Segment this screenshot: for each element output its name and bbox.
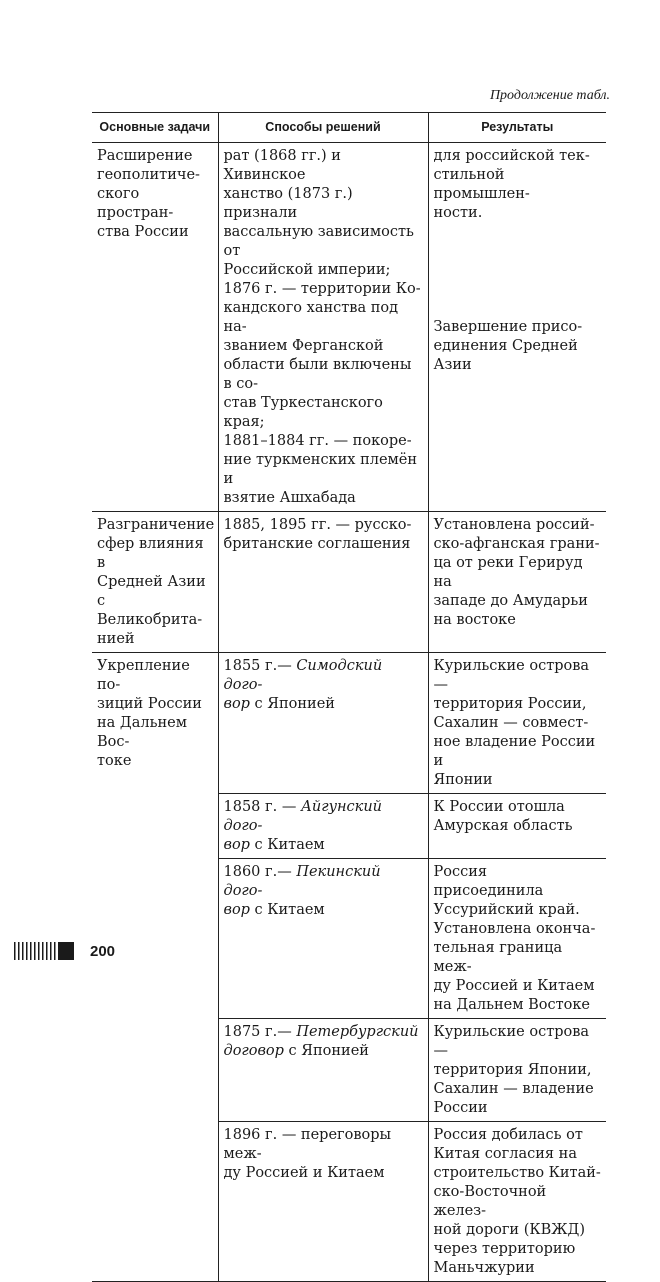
result-cell: Россия добилась от Китая согласия на строительство Китай- ско-Восточной желез- ной дороги (КВЖД) через территорию Маньчжурии bbox=[428, 1122, 606, 1282]
table-row bbox=[92, 143, 606, 512]
result-cell: Курильские острова — территория Японии, Сахалин — владение России bbox=[428, 1019, 606, 1122]
history-table bbox=[92, 112, 606, 1282]
task-cell: Расширение геополитиче- ского простран- ства России bbox=[92, 143, 218, 512]
task-cell: Укрепление по- зиций России на Дальнем Вос- токе bbox=[92, 653, 218, 1282]
header-methods: Способы решений bbox=[218, 113, 428, 143]
method-cell: 1896 г. — переговоры меж- ду Россией и Китаем bbox=[218, 1122, 428, 1282]
table-row bbox=[92, 512, 606, 653]
table-header-row bbox=[92, 113, 606, 143]
header-results: Результаты bbox=[428, 113, 606, 143]
method-cell: 1875 г.— Петербургский договор с Японией bbox=[218, 1019, 428, 1122]
method-cell: 1855 г.— Симодский дого- вор с Японией bbox=[218, 653, 428, 794]
barcode-decoration bbox=[14, 942, 74, 960]
method-cell: 1885, 1895 гг. — русско- британские соглашения bbox=[218, 512, 428, 653]
result-cell: Установлена россий- ско-афганская грани- ца от реки Гериpуд на западе до Амударьи на востоке bbox=[428, 512, 606, 653]
method-cell: 1860 г.— Пекинский дого- вор с Китаем bbox=[218, 859, 428, 1019]
result-cell: К России отошла Амурская область bbox=[428, 794, 606, 859]
result-cell: Россия присоединила Уссурийский край. Установлена оконча- тельная граница меж- ду Россией и Китаем на Дальнем Востоке bbox=[428, 859, 606, 1019]
table-continuation-label: Продолжение табл. bbox=[489, 88, 610, 103]
result-cell: для российской тек- стильной промышлен- ности. Завершение присо- единения Средней Азии bbox=[428, 143, 606, 512]
header-tasks: Основные задачи bbox=[92, 113, 218, 143]
page-number: 200 bbox=[90, 943, 116, 960]
task-cell: Разграничение сфер влияния в Средней Азии с Великобрита- нией bbox=[92, 512, 218, 653]
result-cell: Курильские острова — территория России, Сахалин — совмест- ное владение России и Японии bbox=[428, 653, 606, 794]
method-cell: рат (1868 гг.) и Хивинское ханство (1873 г.) признали вассальную зависимость от Российской империи; 1876 г. — территории Ко- кандского ханства под на- званием Ферганской области были включены в со- став Туркестанского края; 1881–1884 гг. — покоре- ние туркменских племён и взятие Ашхабада bbox=[218, 143, 428, 512]
method-cell: 1858 г. — Айгунский дого- вор с Китаем bbox=[218, 794, 428, 859]
table-row bbox=[92, 653, 606, 794]
